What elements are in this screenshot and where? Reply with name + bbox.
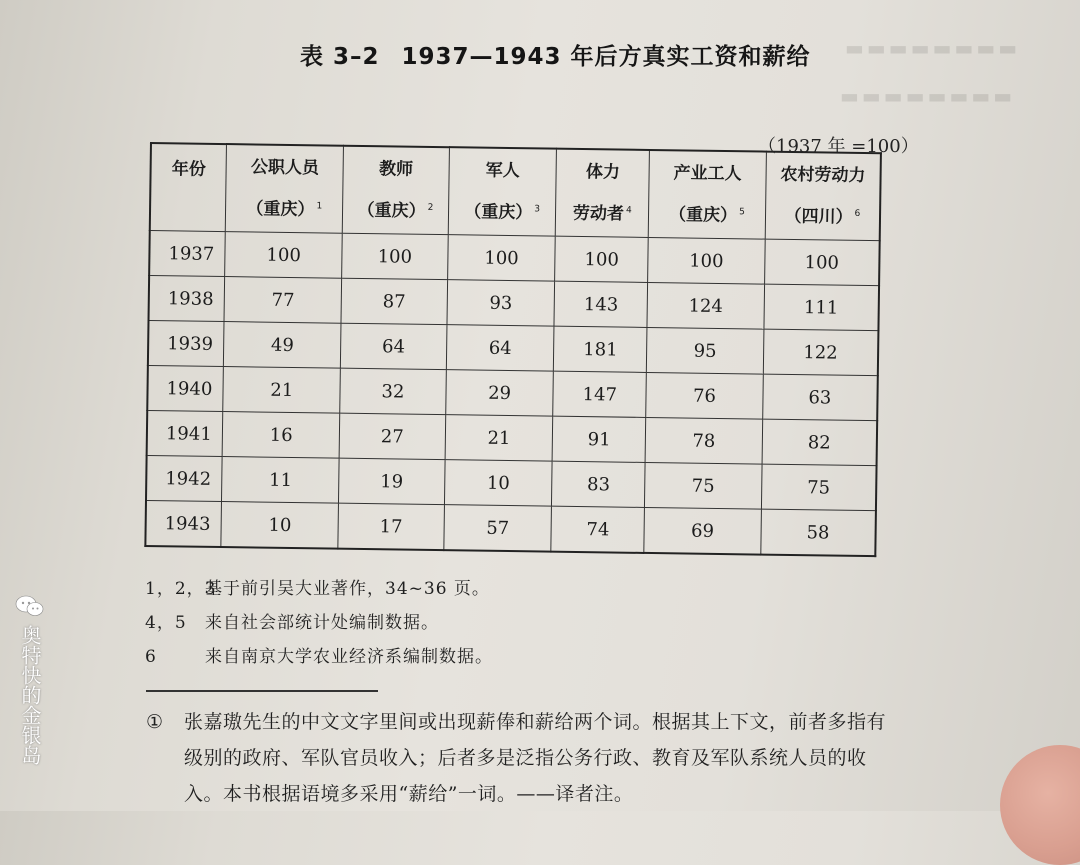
cell: 95 <box>646 327 763 374</box>
wechat-icon <box>15 595 45 617</box>
cell: 100 <box>342 233 448 279</box>
cell-year: 1942 <box>146 455 223 501</box>
cell: 143 <box>554 281 647 327</box>
table-title <box>300 38 811 71</box>
source-note <box>145 574 493 608</box>
cell: 49 <box>224 322 341 369</box>
cell: 58 <box>761 509 876 556</box>
header-manual-laborers: 体力 劳动者 $^4$ <box>556 149 650 238</box>
cell: 29 <box>445 370 553 416</box>
cell-year: 1940 <box>147 365 224 411</box>
cell: 75 <box>761 464 876 511</box>
note-number: 4，5 <box>145 613 187 633</box>
cell: 27 <box>339 413 445 459</box>
cell: 10 <box>444 460 552 506</box>
cell: 122 <box>763 329 878 376</box>
cell: 69 <box>644 507 761 554</box>
note-text: 基于前引吴大业著作，34~36 页。 <box>205 579 490 599</box>
note-number: 1，2，3 <box>145 579 217 599</box>
translator-footnote <box>146 704 886 812</box>
cell: 100 <box>648 237 765 284</box>
wage-table <box>144 142 882 557</box>
header-row <box>150 143 881 241</box>
note-text: 来自社会部统计处编制数据。 <box>205 613 439 633</box>
cell: 111 <box>764 284 879 331</box>
cell: 63 <box>762 374 877 421</box>
watermark-text: 奥特快的金银岛 <box>18 625 42 765</box>
cell: 74 <box>551 506 644 553</box>
table-number: 表 3–2 <box>300 44 380 70</box>
cell: 100 <box>555 236 648 282</box>
source-notes <box>145 574 493 676</box>
cell: 100 <box>225 232 342 279</box>
cell: 93 <box>447 280 555 326</box>
source-note <box>145 608 493 642</box>
base-year-note: （1937 年 =100） <box>758 136 919 157</box>
bleed-through-text: ▬▬▬▬▬▬▬▬ <box>840 84 1016 108</box>
cell: 17 <box>338 503 444 550</box>
table-title-text: 1937—1943 年后方真实工资和薪给 <box>401 44 811 70</box>
cell: 100 <box>447 235 555 281</box>
cell-year: 1938 <box>149 276 226 322</box>
footnote-divider <box>146 690 378 692</box>
note-text: 来自南京大学农业经济系编制数据。 <box>205 647 493 667</box>
cell: 57 <box>444 505 552 552</box>
cell: 11 <box>222 457 339 504</box>
cell: 78 <box>645 417 762 464</box>
table-row <box>145 500 876 556</box>
cell: 76 <box>646 372 763 419</box>
cell: 21 <box>223 367 340 414</box>
cell: 21 <box>445 415 553 461</box>
cell-year: 1939 <box>148 320 225 366</box>
cell: 16 <box>223 412 340 459</box>
header-year: 年份 <box>150 143 227 232</box>
cell: 77 <box>224 277 341 324</box>
note-number: 6 <box>145 647 157 667</box>
finger <box>1000 745 1080 865</box>
cell-year: 1941 <box>147 410 224 456</box>
cell: 181 <box>554 326 647 372</box>
header-teachers: 教师 （重庆） $^2$ <box>342 146 449 235</box>
header-rural-labor: 农村劳动力 （四川） $^6$ <box>765 152 881 241</box>
cell: 100 <box>764 239 879 286</box>
cell: 83 <box>552 461 645 507</box>
cell: 147 <box>553 371 646 417</box>
header-soldiers: 军人 （重庆） $^3$ <box>448 147 557 236</box>
cell: 87 <box>341 278 447 324</box>
cell: 64 <box>446 325 554 371</box>
source-note <box>145 642 493 676</box>
bleed-through-text: ▬▬▬▬▬▬▬▬ <box>845 36 1021 60</box>
cell-year: 1937 <box>149 231 226 277</box>
watermark <box>2 595 58 765</box>
cell: 19 <box>339 458 445 504</box>
cell: 82 <box>762 419 877 466</box>
cell: 124 <box>647 282 764 329</box>
cell: 75 <box>645 462 762 509</box>
cell: 64 <box>340 323 446 369</box>
header-civil-servants: 公职人员 （重庆） $^1$ <box>226 144 344 233</box>
cell-year: 1943 <box>145 500 222 547</box>
footnote-text: 张嘉璈先生的中文文字里间或出现薪俸和薪给两个词。根据其上下文，前者多指有级别的政府、军队官员收入；后者多是泛指公务行政、教育及军队系统人员的收入。本书根据语境多采用“薪给”一词。——译者注。 <box>184 711 887 805</box>
cell: 10 <box>221 502 338 549</box>
header-industrial-workers: 产业工人 （重庆） $^5$ <box>648 150 766 239</box>
cell: 91 <box>553 416 646 462</box>
footnote-mark: ① <box>146 711 164 733</box>
cell: 32 <box>340 368 446 414</box>
